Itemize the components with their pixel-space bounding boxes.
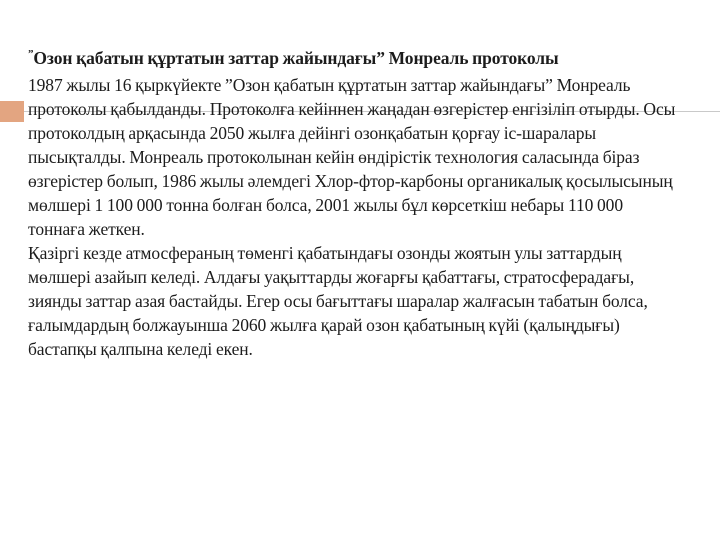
accent-bar (0, 101, 24, 122)
paragraph-protocol-history: 1987 жылы 16 қыркүйекте ”Озон қабатын құртатын заттар жайындағы” Монреаль протоколы қабылданды. Протоколға кейіннен жаңадан өзгерістер енгізіліп отырды. Осы протоколдың арқасында 2050 жылға дейінгі озонқабатын қорғау іс-шаралары пысықталды. Монреаль протоколынан кейін өндірістік технология саласында біраз өзгерістер болып, 1986 жылы әлемдегі Хлор-фтор-карбоны органикалық қосылысының мөлшері 1 100 000 тонна болған болса, 2001 жылы бұл көрсеткіш небары 110 000 тоннаға жеткен. (28, 75, 676, 239)
heading-title: Озон қабатын құртатын заттар жайындағы” Монреаль протоколы (33, 48, 559, 68)
paragraph-current-state: Қазіргі кезде атмосфераның төменгі қабатындағы озонды жоятын улы заттардың мөлшері азайып келеді. Алдағы уақыттарды жоғарғы қабаттағы, стратосферадағы, зиянды заттар азая бастайды. Егер осы бағыттағы шаралар жалғасын табатын болса, ғалымдардың болжауынша 2060 жылға қарай озон қабатының күйі (қалыңдығы) бастапқы қалпына келеді екен. (28, 243, 648, 359)
heading-open-quote: ” (28, 48, 34, 60)
slide-heading (28, 46, 678, 73)
slide-body (28, 46, 678, 361)
